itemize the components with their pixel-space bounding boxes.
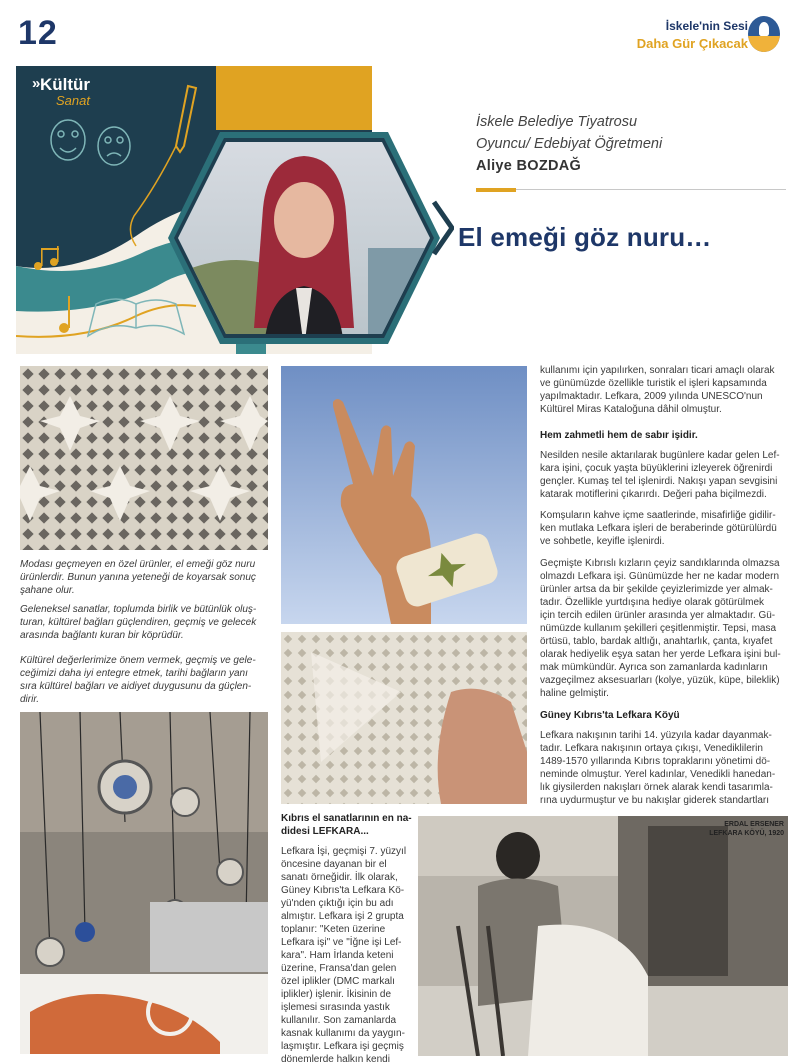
- hand-with-bracelet-image: [281, 366, 527, 624]
- text-line: Kültürel Miras Kataloğuna dâhil olmuştur.: [540, 404, 722, 415]
- middle-paragraph: [281, 845, 415, 1062]
- text-line: Geçmişte Kıbrıslı kızların çeyiz sandıklarında olmazsa: [540, 558, 780, 569]
- photo-credit: [709, 820, 784, 838]
- text-line: için tercih edilen ürünler arasında yer almaktadır. Gü-: [540, 610, 776, 621]
- caption-block: [20, 654, 270, 706]
- category-label: Kültür: [40, 75, 91, 94]
- text-line: öncesine dayanan bir el: [281, 859, 387, 870]
- heading-line: Kıbrıs el sanatlarının en na-: [281, 813, 412, 824]
- text-line: kara işini, çocuk yaşta büyüklerini izleyerek öğrenirdi: [540, 463, 773, 474]
- subcategory-label: Sanat: [56, 93, 90, 108]
- page-number: 12: [18, 14, 58, 52]
- caption-line: sıra kültürel bağları ve aidiyet duygusunu da güçlen-: [20, 681, 252, 692]
- text-line: Lefkara nakışının tarihi 14. yüzyıla kadar dayanmak-: [540, 730, 772, 741]
- text-line: lık giysilerden nakışları örnek alarak kendi tasarımla-: [540, 782, 773, 793]
- heading-line: didesi LEFKARA...: [281, 826, 369, 837]
- photo-credit-line: LEFKARA KÖYÜ, 1920: [709, 830, 784, 837]
- text-line: ve sohbetle, keyifle işlenirdi.: [540, 536, 665, 547]
- caption-line: ceğimizi daha iyi entegre etmek, tarihi bağların yanı: [20, 668, 248, 679]
- author-portrait: [168, 128, 440, 348]
- text-line: örtüsü, tablo, bardak altlığı, anahtarlık, çanta, kıyafet: [540, 636, 773, 647]
- text-line: neminde olmuştur. Yerel kadınlar, Venedikli hanedan-: [540, 769, 776, 780]
- right-paragraph-1: [540, 364, 788, 416]
- brand-line-2: Daha Gür Çıkacak: [636, 36, 748, 51]
- text-line: olmazdı Lefkara işi. Günümüzde her ne kadar modern: [540, 571, 780, 582]
- text-line: laşmıştır. Lefkara işi geçmiş: [281, 1041, 404, 1052]
- text-line: rına uydurmuştur ve bu nakışlar giderek standartları: [540, 795, 769, 806]
- text-line: vazgeçilmez aksesuarları (kolye, yüzük, küpe, bileklik): [540, 675, 780, 686]
- lace-embroidery-image: [281, 632, 527, 804]
- chevron-double-right-icon: »: [32, 75, 37, 92]
- section-heading: Güney Kıbrıs'ta Lefkara Köyü: [540, 710, 680, 721]
- caption-line: arasında bağlantı kuran bir köprüdür.: [20, 630, 184, 641]
- text-line: almıştır. Lefkara işi 2 grupta: [281, 911, 404, 922]
- right-paragraph-5: [540, 729, 788, 807]
- right-paragraph-3: [540, 509, 788, 548]
- historic-lefkara-photo: [418, 816, 788, 1056]
- text-line: ürünler artsa da bir şekilde çeyizlerimizde yer almak-: [540, 584, 773, 595]
- text-line: üzerine, Fransa'dan gelen: [281, 963, 397, 974]
- text-line: iplikler) işlenir. İkisinin de: [281, 989, 392, 1000]
- chevron-right-icon: [432, 200, 454, 256]
- text-line: kara". Ham İrlanda keteni: [281, 950, 394, 961]
- caption-line: Modası geçmeyen en özel ürünler, el emeği göz nuru: [20, 559, 256, 570]
- caption-line: şahane olur.: [20, 585, 75, 596]
- text-line: yü'nden çıktığı için bu adı: [281, 898, 394, 909]
- caption-line: turan, kültürel bağları güçlendiren, geçmiş ve gelecek: [20, 617, 257, 628]
- text-line: toplanır: "Keten üzerine: [281, 924, 386, 935]
- brand-text: [637, 18, 748, 52]
- caption-block: [20, 558, 270, 597]
- text-line: sanatı örneğidir. İlk olarak,: [281, 872, 398, 883]
- text-line: haline gelmiştir.: [540, 688, 609, 699]
- text-line: Nesilden nesile aktarılarak bugünlere kadar gelen Lef-: [540, 450, 780, 461]
- text-line: nümüzde kullanım şekilleri çeşitlenmiştir. Tepsi, masa: [540, 623, 777, 634]
- photo-credit-line: ERDAL ERSENER: [724, 821, 784, 828]
- caption-block: [20, 603, 270, 642]
- text-line: Lefkara İşi, geçmişi 7. yüzyıl: [281, 846, 407, 857]
- caption-line: Geleneksel sanatlar, toplumda birlik ve bütünlük oluş-: [20, 604, 257, 615]
- text-line: olarak hediyelik eşya satan her yerde Lefkara işini bul-: [540, 649, 781, 660]
- text-line: gençler. Kumaş tel tel işlenirdi. Nakışı yapan sevgisini: [540, 476, 778, 487]
- author-divider: [516, 189, 786, 190]
- text-line: Güney Kıbrıs'ta Lefkara Kö-: [281, 885, 405, 896]
- caption-line: dirir.: [20, 694, 40, 705]
- text-line: ve günümüzde özellikle turistik el işleri kapsamında: [540, 378, 767, 389]
- author-role-line-1: İskele Belediye Tiyatrosu: [476, 114, 638, 130]
- caption-line: Kültürel değerlerimize önem vermek, geçmiş ve gele-: [20, 655, 256, 666]
- section-heading: Hem zahmetli hem de sabır işidir.: [540, 430, 698, 441]
- text-line: kasnak kullanımı da yaygın-: [281, 1028, 405, 1039]
- right-paragraph-2: [540, 449, 788, 501]
- text-line: kullanılır. Son zamanlarda: [281, 1015, 397, 1026]
- middle-section-heading: [281, 812, 415, 838]
- text-line: Komşuların kahve içme saatlerinde, misafirliğe gidilir-: [540, 510, 776, 521]
- text-line: katarak motiflerini çıkarırdı. Değeri paha biçilmezdi.: [540, 489, 767, 500]
- municipality-logo-icon: [748, 16, 780, 52]
- text-line: işlemesi sırasında yastık: [281, 1002, 390, 1013]
- text-line: ken mutlaka Lefkara işleri de beraberinde götürülürdü: [540, 523, 777, 534]
- lefkara-jewelry-image: [20, 712, 268, 1054]
- text-line: tadır. Lefkara nakışının ortaya çıkışı, Venediklilerin: [540, 743, 763, 754]
- text-line: tadır. Özellikle yurtdışına hediye olarak götürülmek: [540, 597, 764, 608]
- right-paragraph-4: [540, 557, 788, 700]
- text-line: Lefkara işi" ve "İğne işi Lef-: [281, 937, 402, 948]
- author-name: Aliye BOZDAĞ: [476, 158, 582, 174]
- article-headline: El emeği göz nuru…: [458, 222, 712, 252]
- text-line: 1489-1570 yıllarında Kıbrıs topraklarını yönetimi dö-: [540, 756, 771, 767]
- text-line: kullanımı için yapılırken, sonraları ticari amaçlı olarak: [540, 365, 775, 376]
- text-line: mak mümkündür. Ayrıca son zamanlarda kadınların: [540, 662, 768, 673]
- caption-line: ürünlerdir. Bunun yanına yeteneği de koyarsak sonuç: [20, 572, 256, 583]
- text-line: dönemlerde halkın kendi: [281, 1054, 390, 1062]
- brand-line-1: İskele'nin Sesi: [665, 19, 748, 33]
- text-line: özel iplikler (DMC markalı: [281, 976, 395, 987]
- author-accent-bar: [476, 188, 516, 192]
- lefkara-lace-image: [20, 366, 268, 550]
- text-line: yapılmaktadır. Lefkara, 2009 yılında UNESCO'nun: [540, 391, 763, 402]
- author-role-line-2: Oyuncu/ Edebiyat Öğretmeni: [476, 136, 663, 152]
